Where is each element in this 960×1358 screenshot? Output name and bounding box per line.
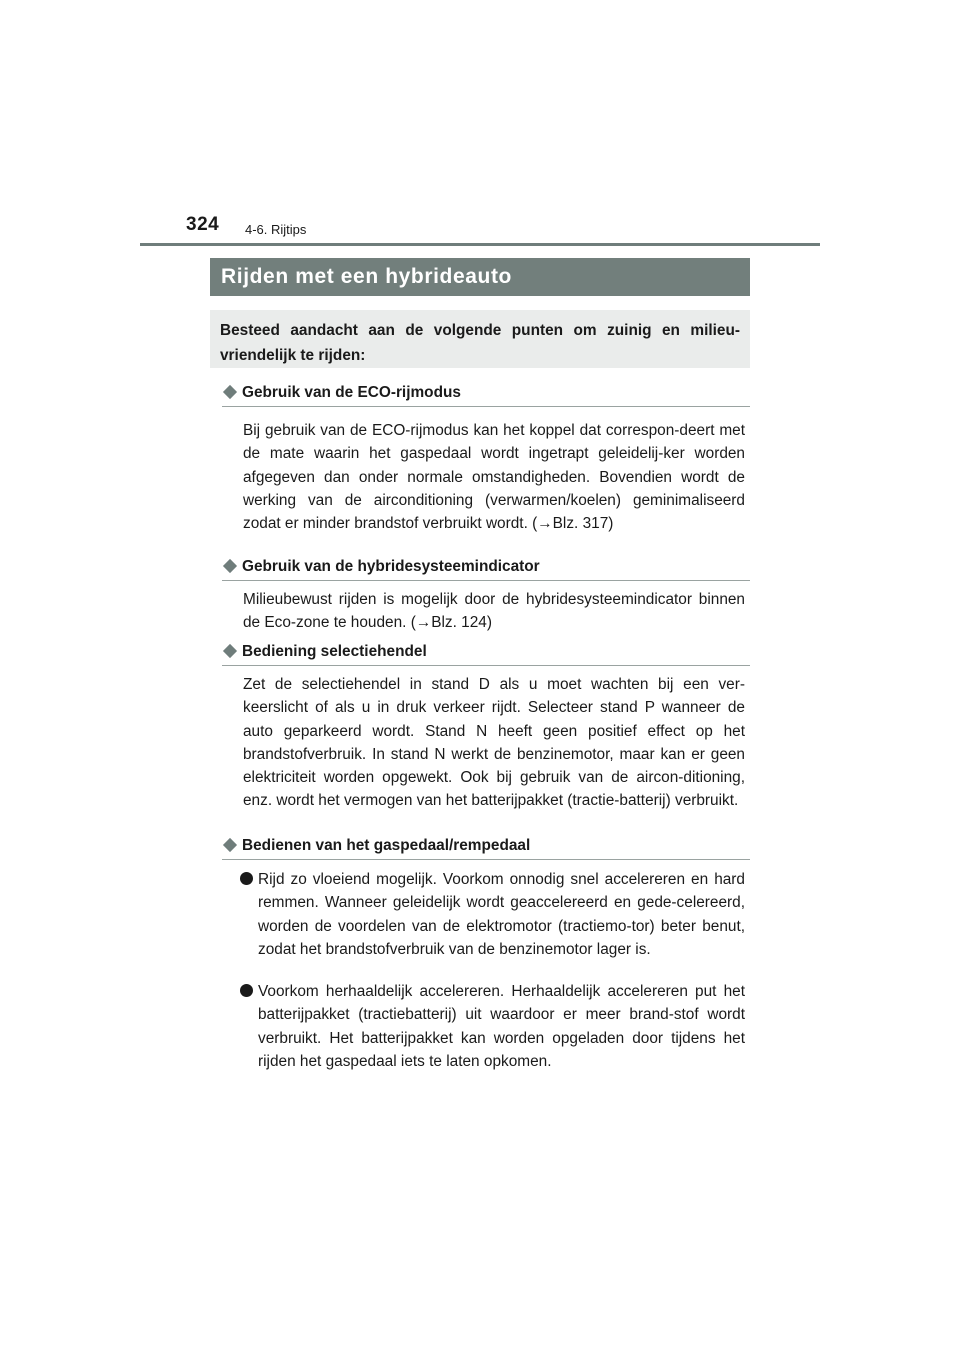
- section-heading-text: Bedienen van het gaspedaal/rempedaal: [242, 837, 531, 854]
- section-text: Milieubewust rijden is mogelijk door de hybridesysteemindicator binnen de Eco-zone te houden. (→Blz. 124): [243, 591, 745, 632]
- section-heading-text: Bediening selectiehendel: [242, 643, 427, 660]
- section-label: 4-6. Rijtips: [245, 222, 307, 237]
- diamond-icon: [223, 385, 237, 399]
- section-heading: [222, 382, 750, 407]
- intro-box: Besteed aandacht aan de volgende punten om zuinig en milieu-vriendelijk te rijden:: [210, 310, 750, 368]
- header-rule: [140, 243, 820, 246]
- diamond-icon: [223, 838, 237, 852]
- bullet-icon: [240, 872, 253, 885]
- section-heading-text: Gebruik van de ECO-rijmodus: [242, 384, 461, 401]
- page-number: 324: [186, 214, 220, 235]
- diamond-icon: [223, 644, 237, 658]
- diamond-icon: [223, 559, 237, 573]
- bullet-text: Rijd zo vloeiend mogelijk. Voorkom onnodig snel accelereren en hard remmen. Wanneer geleidelijk wordt geaccelereerd en gede-celereerd, worden de voordelen van de elektromotor (tractiemo-tor) beter benut, zodat het brandstofverbruik van de benzinemotor lager is.: [258, 871, 745, 958]
- section-text: Bij gebruik van de ECO-rijmodus kan het koppel dat correspon-deert met de mate waarin het gaspedaal wordt ingetrapt geleidelij-ker worden afgegeven dan onder normale omstandigheden. Bovendien wordt de werking van de airconditioning (verwarmen/koelen) geminimaliseerd zodat er minder brandstof verbruikt wordt. (→Blz. 317): [243, 422, 745, 533]
- section-heading: [222, 556, 750, 581]
- section-heading: [222, 641, 750, 666]
- section-text: Zet de selectiehendel in stand D als u moet wachten bij een ver-keerslicht of als u in druk verkeer rijdt. Selecteer stand P wanneer de auto geparkeerd wordt. Stand N heeft geen positief effect op het brandstofverbruik. In stand N werkt de benzinemotor, maar kan er geen elektriciteit worden opgewekt. Ook bij gebruik van de aircon-ditioning, enz. wordt het vermogen van het batterijpakket (tractie-batterij) verbruikt.: [243, 676, 745, 810]
- section-heading-text: Gebruik van de hybridesysteemindicator: [242, 558, 540, 575]
- bullet-icon: [240, 984, 253, 997]
- section-heading: [222, 835, 750, 860]
- bullet-text: Voorkom herhaaldelijk accelereren. Herhaaldelijk accelereren put het batterijpakket (tractiebatterij) uit waardoor er meer brand-stof wordt verbruikt. Het batterijpakket kan worden opgeladen door tijdens het rijden het gaspedaal iets te laten opkomen.: [258, 983, 745, 1070]
- title-bar: [210, 258, 750, 296]
- page-title: Rijden met een hybrideauto: [221, 265, 512, 288]
